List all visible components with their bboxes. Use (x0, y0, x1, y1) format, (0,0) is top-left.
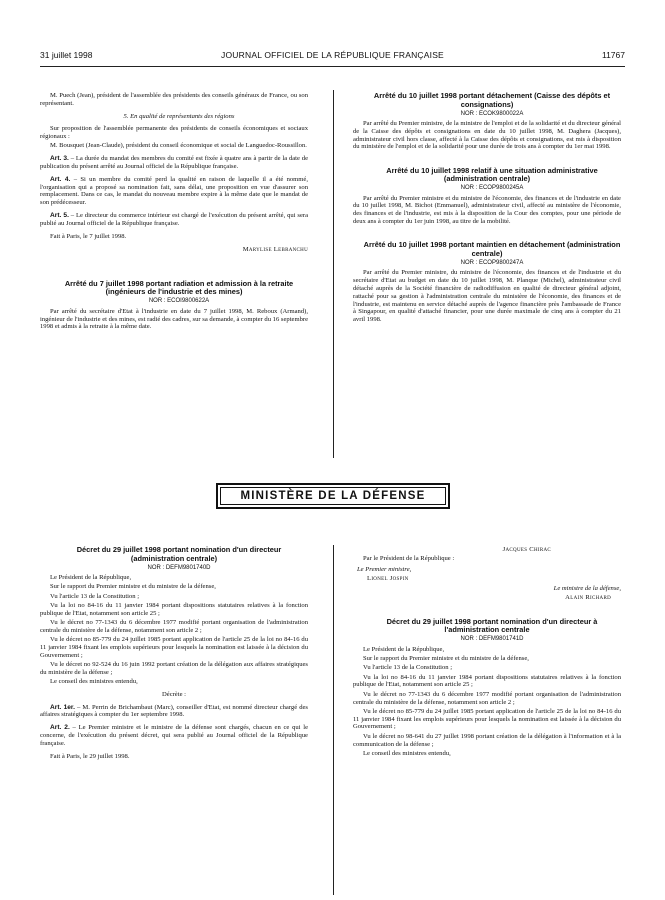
paragraph: M. Bousquet (Jean-Claude), président du conseil économique et social de Languedoc-Roussillon. (50, 142, 307, 150)
paragraph: Sur proposition de l'assemblée permanente des présidents de conseils économiques et sociaux régionaux : (40, 125, 308, 141)
article-text: – M. Perrin de Brichambaut (Marc), conseiller d'Etat, est nommé directeur chargé des affaires stratégiques à compter du 1er septembre 1998. (40, 703, 308, 719)
arrete-text: Par arrêté du Premier ministre et du ministre de l'économie, des finances et de l'industrie en date du 10 juillet 1998, M. Bichot (Emmanuel), administrateur civil, affecté au ministère de l'économie, des finances et de l'industrie, est mis à la disposition de la Cour des comptes, pour une période de deux ans à compter du 1er juin 1998, au titre de la mobilité. (353, 194, 621, 226)
ministre-defense-label: Le ministre de la défense, (553, 585, 621, 593)
nor-reference: NOR : ECOP9800247A (460, 260, 524, 267)
article-text: – Le directeur du commerce intérieur est chargé de l'exécution du présent arrêté, qui sera publié au Journal officiel de la République française. (40, 212, 309, 227)
paragraph: Le Président de la République, (50, 573, 132, 581)
paragraph: Vu le décret no 85-779 du 24 juillet 1985 portant application de l'article 25 de la loi no 84-16 du 11 janvier 1984 fixant les emplois supérieurs pour lesquels la nomination est laissée à la décision du Gouvernement ; (40, 636, 308, 659)
arrete-text: Par arrêté du Premier ministre, de la ministre de l'emploi et de la solidarité et du directeur général de la Caisse des dépôts et consignations en date du 10 juillet 1998, M. Daghera (Jacques), administrateur civil hors classe, affecté à la Caisse des dépôts et consignations, est mis à disposition du ministère de l'emploi et de la solidarité pour une durée de trois ans à compter du 1er mai 1998. (353, 119, 621, 151)
paragraph: M. Puech (Jean), président de l'assemblée des présidents des conseils généraux de France, ou son représentant. (40, 92, 308, 107)
paragraph: Vu le décret no 85-779 du 24 juillet 1985 portant application de l'article 25 de la loi no 84-16 du 11 janvier 1984 fixant les emplois supérieurs pour lesquels la nomination est laissée à la décision du Gouvernement ; (353, 707, 621, 731)
arrete-title: Arrêté du 10 juillet 1998 portant détachement (Caisse des dépôts et consignations) (373, 91, 611, 109)
decree-title: Décret du 29 juillet 1998 portant nomination d'un directeur (administration centrale) (76, 545, 282, 563)
article-label: Art. 1er. (50, 703, 75, 711)
fait-a-paris: Fait à Paris, le 7 juillet 1998. (50, 232, 127, 240)
signature-ministre-defense: Alain Richard (565, 594, 611, 602)
ministry-banner (216, 483, 450, 509)
header-rule (40, 66, 625, 67)
paragraph: Vu la loi no 84-16 du 11 janvier 1984 portant dispositions statutaires relatives à la fonction publique de l'Etat, notamment son article 25 ; (353, 673, 621, 689)
article-label: Art. 5. (50, 212, 69, 220)
arrete-title: Arrêté du 10 juillet 1998 relatif à une situation administrative (administration centrale) (386, 165, 598, 184)
left-bottom-column (40, 546, 308, 762)
article-text: – La durée du mandat des membres du comité est fixée à quatre ans à partir de la date de publication du présent arrêté au Journal officiel de la République française. (40, 155, 308, 171)
paragraph: Vu l'article 13 de la Constitution ; (50, 592, 140, 600)
right-top-column (353, 92, 621, 325)
arrete-title: Arrêté du 7 juillet 1998 portant radiation et admission à la retraite (ingénieurs de l'industrie et des mines) (64, 278, 294, 297)
nor-reference: NOR : ECOP9800245A (460, 185, 524, 192)
par-le-president: Par le Président de la République : (363, 555, 455, 563)
header-page-number: 11767 (601, 50, 625, 60)
decree-title: Décret du 29 juillet 1998 portant nomination d'un directeur à l'administration centrale (386, 616, 598, 635)
ministry-title: MINISTÈRE DE LA DÉFENSE (240, 490, 426, 502)
right-bottom-column (353, 546, 621, 759)
premier-ministre-label: Le Premier ministre, (357, 566, 412, 574)
signature-premier-ministre: Lionel Jospin (367, 575, 409, 583)
header-date: 31 juillet 1998 (40, 50, 93, 60)
arrete-title: Arrêté du 10 juillet 1998 portant maintien en détachement (administration centrale) (363, 240, 621, 258)
nor-reference: NOR : ECOI9800622A (148, 298, 210, 305)
article-label: Art. 3. (50, 155, 69, 163)
article-4 (40, 176, 308, 207)
page-header (40, 50, 625, 64)
article-5 (40, 212, 308, 228)
left-top-column (40, 92, 308, 333)
decrete: Décrète : (162, 690, 186, 698)
paragraph: Le conseil des ministres entendu, (363, 749, 451, 757)
arrete-text: Par arrêté du secrétaire d'Etat à l'industrie en date du 7 juillet 1998, M. Reboux (Armand), ingénieur de l'industrie et des mines, est radié des cadres, sur sa demande, à compter du 16 septembre 1998 et admis à la retraite à la même date. (40, 307, 308, 331)
paragraph: Vu le décret no 98-641 du 27 juillet 1998 portant création de la délégation à l'information et à la communication de la défense ; (353, 732, 621, 748)
header-journal-title: JOURNAL OFFICIEL DE LA RÉPUBLIQUE FRANÇAISE (221, 50, 444, 60)
article-text: – Si un membre du comité perd la qualité en raison de laquelle il a été nommé, l'organisation qui a proposé sa nomination fait, sans délai, une proposition en vue d'assurer son remplacement. Dans ce cas, le mandat du nouveau membre expire à la même date que le mandat de son prédécesseur. (40, 175, 309, 207)
article-1 (40, 704, 308, 720)
paragraph: Sur le rapport du Premier ministre et du ministre de la défense, (50, 583, 216, 591)
paragraph: Le conseil des ministres entendu, (50, 678, 138, 686)
section-subheading: 5. En qualité de représentants des régions (123, 112, 235, 120)
paragraph: Le Président de la République, (363, 645, 445, 653)
article-label: Art. 2. (50, 724, 70, 732)
article-3 (40, 155, 308, 171)
paragraph: Vu le décret no 77-1343 du 6 décembre 1977 modifié portant organisation de l'administration centrale du ministère de la défense, notamment son article 2 ; (353, 690, 621, 706)
nor-reference: NOR : DEFM9801741D (460, 636, 524, 643)
paragraph: Vu le décret no 77-1343 du 6 décembre 1977 modifié portant organisation de l'administration centrale du ministère de la défense, notamment son article 2 ; (40, 618, 308, 634)
fait-a-paris: Fait à Paris, le 29 juillet 1998. (50, 752, 130, 760)
paragraph: Sur le rapport du Premier ministre et du ministre de la défense, (363, 655, 529, 663)
article-text: – Le Premier ministre et le ministre de la défense sont chargés, chacun en ce qui le concerne, de l'exécution du présent décret, qui sera publié au Journal officiel de la République française. (40, 724, 309, 747)
signature: Marylise Lebranchu (242, 246, 308, 254)
paragraph: Vu la loi no 84-16 du 11 janvier 1984 portant dispositions statutaires relatives à la fonction publique de l'Etat, notamment son article 25 ; (40, 601, 308, 617)
article-2 (40, 724, 308, 747)
arrete-text: Par arrêté du Premier ministre, du ministre de l'économie, des finances et de l'industrie et du secrétaire d'Etat au budget en date du 10 juillet 1998, M. Planque (Michel), administrateur civil détaché auprès de la Société financière de radiodiffusion en qualité de directeur général adjoint, rattaché pour sa gestion à l'administration centrale du ministère de l'économie, des finances et de l'industrie, est maintenu en service détaché auprès de l'agence financière près l'ambassade de France à Singapour, en qualité d'attaché financier, pour une durée maximale de cinq ans à compter du 21 avril 1998. (353, 269, 621, 324)
column-divider-top (333, 90, 334, 458)
article-label: Art. 4. (50, 175, 71, 183)
signature-president: Jacques Chirac (502, 546, 551, 553)
nor-reference: NOR : DEFM9801740D (147, 564, 211, 571)
paragraph: Vu le décret no 92-524 du 16 juin 1992 portant création de la délégation aux affaires stratégiques du ministère de la défense ; (40, 660, 308, 676)
column-divider-bottom (333, 545, 334, 895)
paragraph: Vu l'article 13 de la Constitution ; (363, 664, 453, 672)
nor-reference: NOR : ECOK9800022A (460, 110, 524, 117)
